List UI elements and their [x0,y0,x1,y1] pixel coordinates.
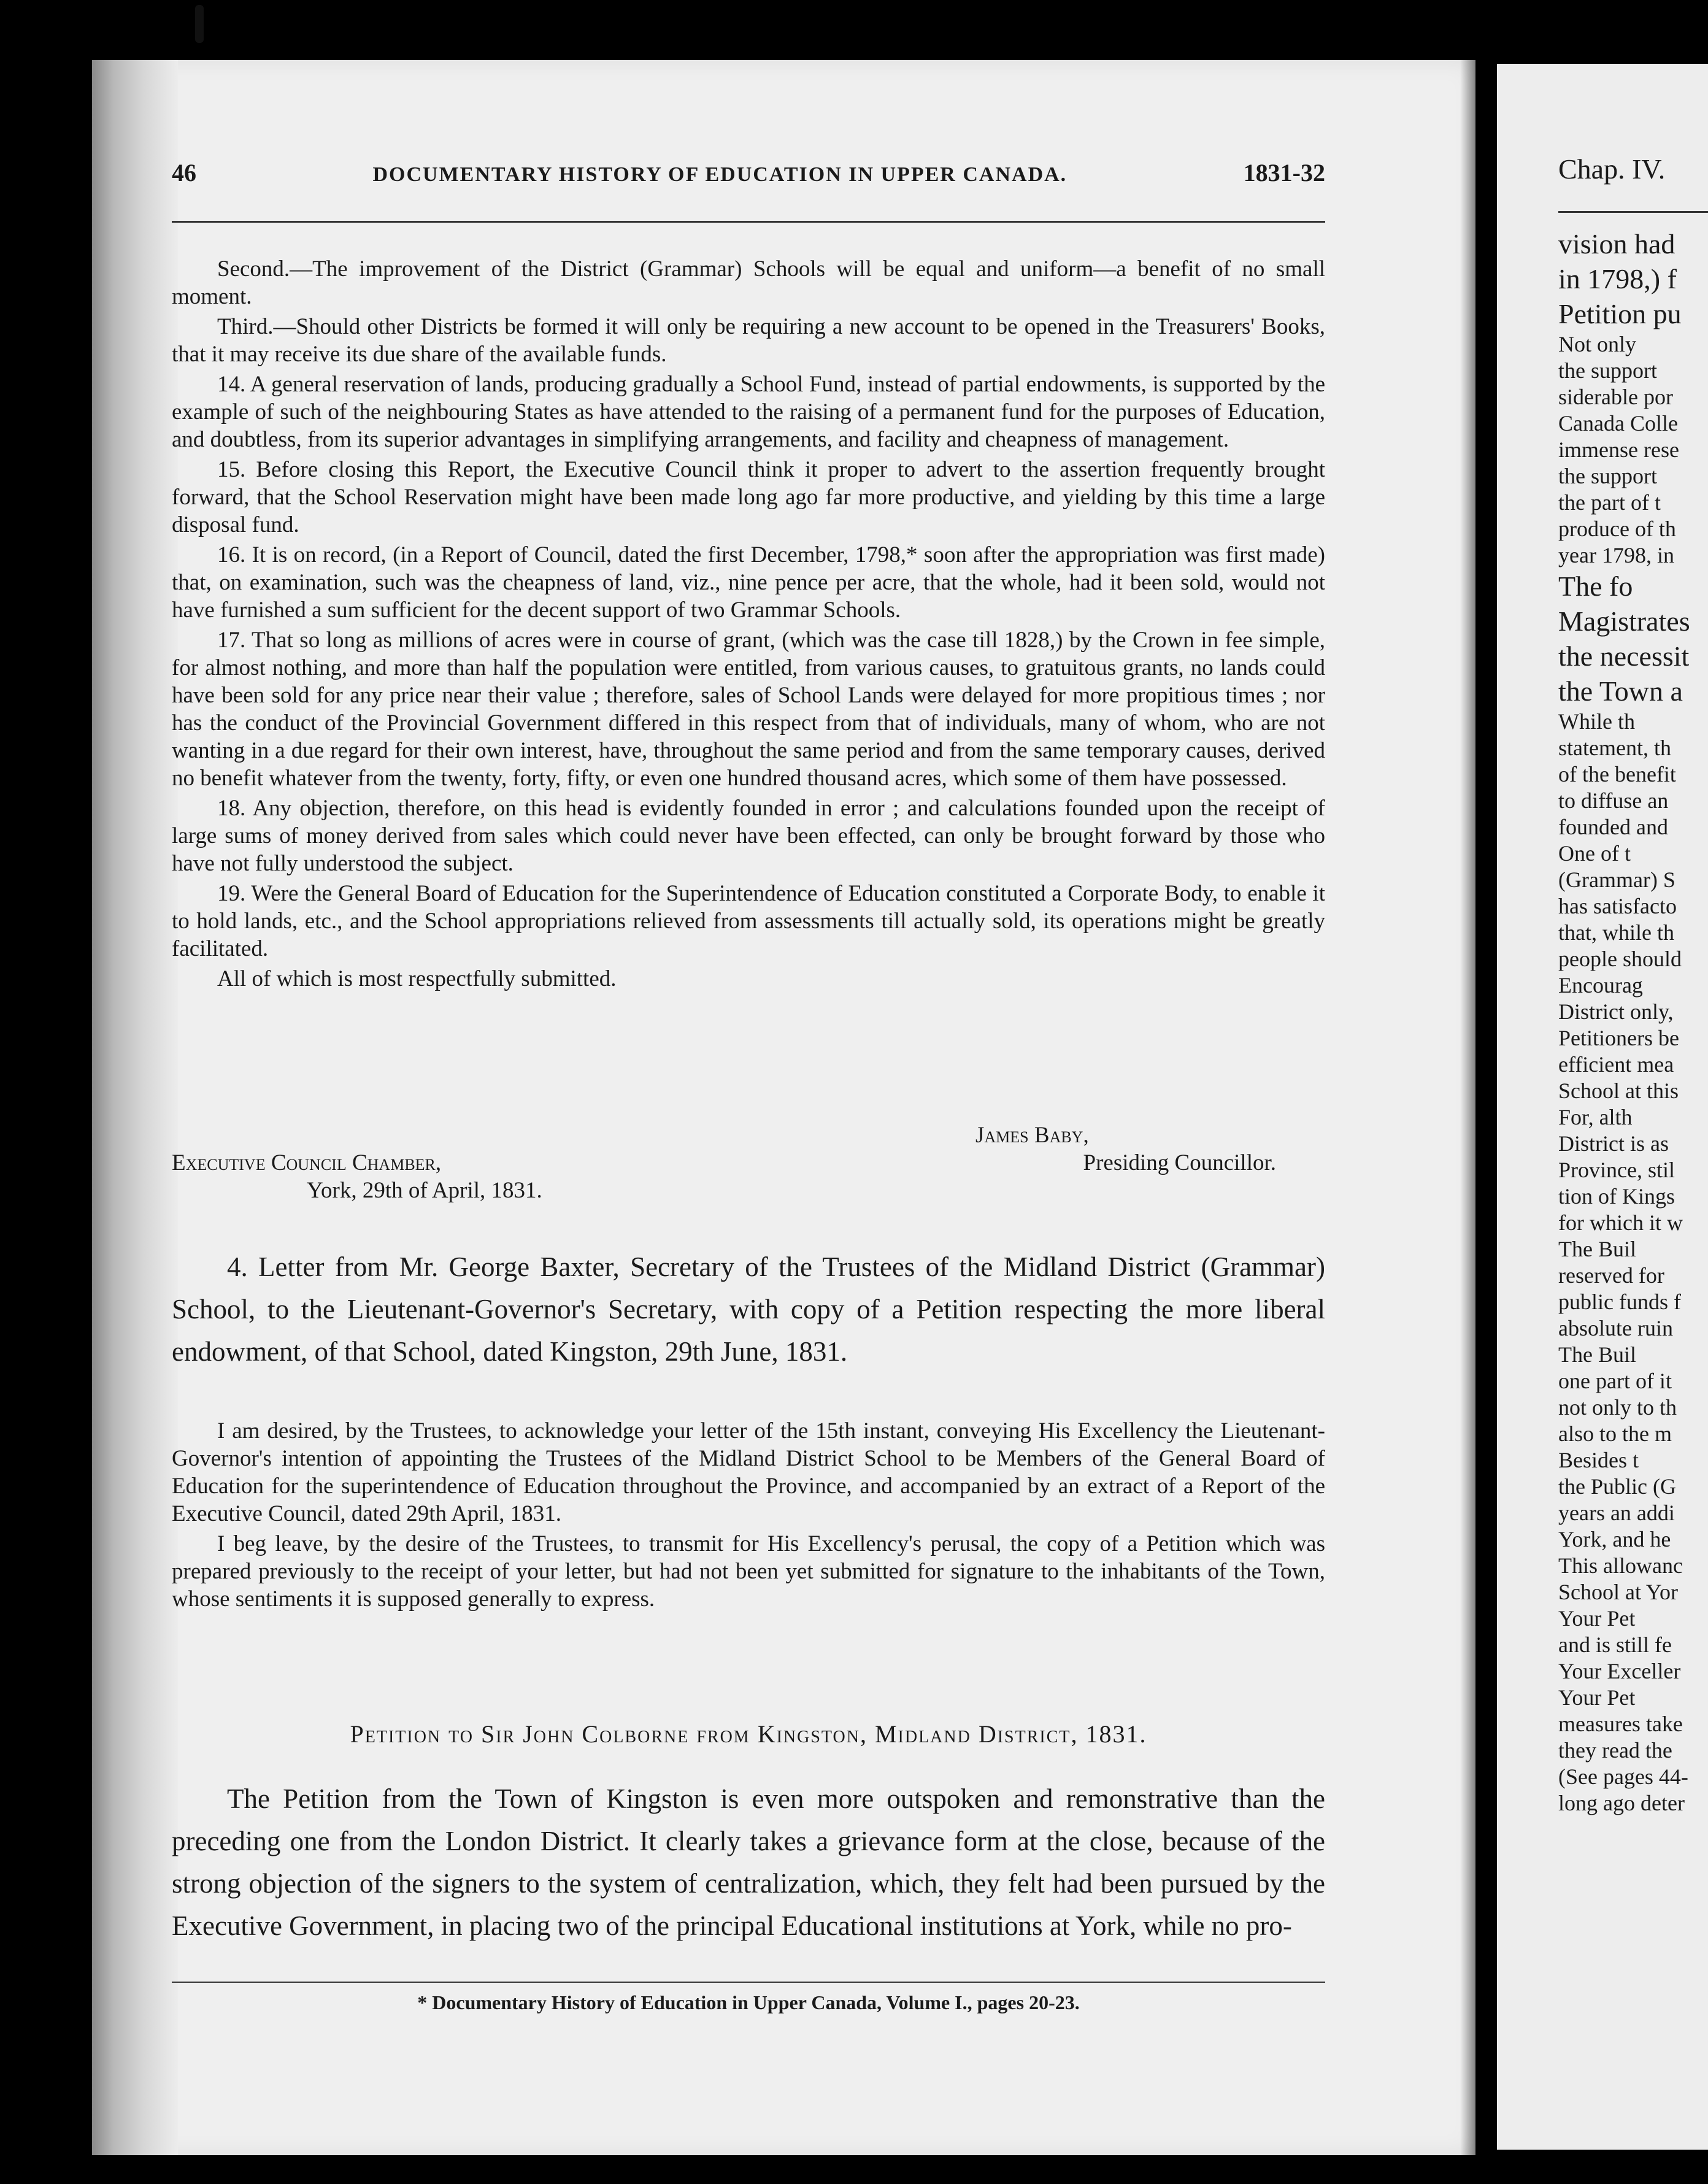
right-page-line: for which it w [1558,1210,1683,1235]
footnote-rule [172,1982,1325,1983]
right-page-line: York, and he [1558,1527,1671,1551]
letter-paragraph: I beg leave, by the desire of the Trustees, to transmit for His Excellency's perusal, the copy of a Petition which was prepared previously to the receipt of your letter, but had not been yet submitted for signature to the inhabitants of the Town, whose sentiments it is supposed generally to express. [172,1531,1325,1612]
right-page [1497,64,1708,2150]
running-title: DOCUMENTARY HISTORY OF EDUCATION IN UPPER CANADA. [372,163,1068,186]
right-page-line: Your Pet [1558,1606,1636,1631]
right-page-line: tion of Kings [1558,1184,1675,1209]
report-closing: All of which is most respectfully submitted. [217,966,617,991]
petition-intro-text: The Petition from the Town of Kingston is even more outspoken and remonstrative than the preceding one from the London District. It clearly takes a grievance form at the close, because of the strong objection of the signers to the system of centralization, which, they felt had been pursued by the Executive Government, in placing two of the principal Educational institutions at York, while no pro- [172,1783,1325,1941]
right-page-line: Your Exceller [1558,1659,1681,1683]
scan-artifact [195,5,204,43]
right-page-line: produce of th [1558,517,1676,541]
right-page-line: One of t [1558,841,1631,866]
header-year: 1831-32 [1243,159,1325,186]
right-page-line: Besides t [1558,1448,1639,1472]
left-page-content [92,60,1325,2155]
right-page-line: to diffuse an [1558,788,1669,813]
signer-name: James Baby, [975,1123,1089,1148]
right-page-content [1497,64,1708,2150]
right-page-line: Encourag [1558,973,1643,998]
right-page-line: District is as [1558,1131,1669,1156]
right-page-line: immense rese [1558,437,1679,462]
right-page-line: people should [1558,947,1682,971]
right-page-line: the support [1558,358,1657,383]
report-paragraph: 14. A general reservation of lands, producing gradually a School Fund, instead of partial endowments, is supported by the example of such of the neighbouring States as have attended to the raising of a permanent fund for the purposes of Education, and doubtless, from its superior advantages in simplifying arrangements, and facility and cheapness of management. [172,372,1325,452]
right-page-line: District only, [1558,999,1674,1024]
report-paragraph: Second.—The improvement of the District (Grammar) Schools will be equal and uniform—a benefit of no small moment. [172,256,1325,309]
right-page-line: public funds f [1558,1290,1681,1314]
report-paragraph: 17. That so long as millions of acres were in course of grant, (which was the case till 1828,) by the Crown in fee simple, for almost nothing, and more than half the population were entitled, from various causes, to gratuitous grants, no lands could have been sold for any price near their value ; therefore, sales of School Lands were delayed for more propitious times ; nor has the conduct of the Provincial Government differed in this respect from that of individuals, many of whom, who are not wanting in a due regard for their own interest, have, throughout the same period and from the same temporary causes, derived no benefit whatever from the twenty, forty, fifty, or even one hundred thousand acres, which some of them have possessed. [172,628,1325,791]
right-page-line: (Grammar) S [1558,867,1675,892]
report-paragraph: 15. Before closing this Report, the Executive Council think it proper to advert to the assertion frequently brought forward, that the School Reservation might have been made long ago far more productive, and yielding by this time a large disposal fund. [172,457,1325,537]
right-page-line: founded and [1558,815,1668,839]
signoff-date: York, 29th of April, 1831. [307,1178,542,1203]
right-page-line: This allowanc [1558,1553,1683,1578]
petition-title: Petition to Sir John Colborne from Kingston, Midland District, 1831. [350,1720,1147,1748]
right-page-line: For, alth [1558,1105,1633,1129]
right-page-line: one part of it [1558,1369,1672,1393]
right-page-line: School at this [1558,1079,1679,1103]
right-page-line: also to the m [1558,1421,1672,1446]
right-page-line: Your Pet [1558,1685,1636,1710]
petition-intro [172,1778,1325,1947]
right-page-line: Canada Colle [1558,411,1678,436]
report-paragraph: 19. Were the General Board of Education for the Superintendence of Education constituted a Corporate Body, to enable it to hold lands, etc., and the School appropriations relieved from assessments till actually sold, its operations might be greatly facilitated. [172,881,1325,961]
right-page-line: the Town a [1558,675,1683,707]
right-page-line: years an addi [1558,1501,1675,1525]
right-page-line: long ago deter [1558,1791,1685,1815]
right-header-rule [1558,211,1708,213]
right-page-line: Not only [1558,332,1637,356]
signoff-place: Executive Council Chamber, [172,1150,442,1175]
report-paragraph: 18. Any objection, therefore, on this head is evidently founded in error ; and calculations founded upon the receipt of large sums of money derived from sales which could never have been effected, can only be brought forward by those who have not fully understood the subject. [172,796,1325,876]
running-header [172,158,1325,187]
right-page-line: measures take [1558,1712,1683,1736]
right-page-line: the part of t [1558,490,1661,515]
page-number: 46 [172,159,196,186]
right-page-lines [1558,226,1690,1817]
right-page-line: siderable por [1558,385,1673,409]
right-page-header: Chap. IV. [1558,153,1666,185]
right-page-line: efficient mea [1558,1052,1674,1077]
letter-heading-text: 4. Letter from Mr. George Baxter, Secretary of the Trustees of the Midland District (Grammar) School, to the Lieutenant-Governor's Secretary, with copy of a Petition respecting the more liberal endowment, of that School, dated Kingston, 29th June, 1831. [172,1252,1325,1367]
right-page-line: the Public (G [1558,1474,1676,1499]
right-page-line: they read the [1558,1738,1672,1763]
letter-paragraph: I am desired, by the Trustees, to acknowledge your letter of the 15th instant, conveying His Excellency the Lieutenant-Governor's intention of appointing the Trustees of the Midland District School to be Members of the General Board of Education for the superintendence of Education throughout the Province, and accompanied by an extract of a Report of the Executive Council, dated 29th April, 1831. [172,1418,1325,1526]
right-page-line: not only to th [1558,1395,1677,1420]
right-page-line: absolute ruin [1558,1316,1673,1340]
right-page-line: year 1798, in [1558,543,1674,567]
right-page-line: and is still fe [1558,1632,1672,1657]
signer-title: Presiding Councillor. [1083,1150,1276,1175]
right-page-line: School at Yor [1558,1580,1679,1604]
report-paragraph: Third.—Should other Districts be formed it will only be requiring a new account to be opened in the Treasurers' Books, that it may receive its due share of the available funds. [172,314,1325,367]
right-page-line: Petitioners be [1558,1026,1679,1050]
right-page-line: vision had [1558,228,1675,260]
right-page-line: of the benefit [1558,762,1676,786]
right-page-line: the necessit [1558,640,1690,672]
report-paragraph: 16. It is on record, (in a Report of Council, dated the first December, 1798,* soon after the appropriation was first made) that, on examination, such was the cheapness of land, viz., nine pence per acre, that the whole, had it been sold, would not have furnished a sum sufficient for the decent support of two Grammar Schools. [172,542,1325,623]
right-page-line: The Buil [1558,1342,1636,1367]
right-page-line: Petition pu [1558,298,1682,329]
right-page-line: (See pages 44- [1558,1764,1688,1789]
right-page-line: reserved for [1558,1263,1664,1288]
right-page-line: in 1798,) f [1558,263,1677,294]
right-page-line: statement, th [1558,736,1671,760]
right-page-line: The fo [1558,571,1633,602]
signoff-row [172,1149,1325,1177]
report-signoff [172,1121,1325,1204]
right-page-line: While th [1558,709,1635,734]
right-page-line: Magistrates [1558,606,1690,637]
letter-text [172,1417,1325,1615]
footnote: * Documentary History of Education in Upper Canada, Volume I., pages 20-23. [417,1991,1080,2013]
letter-heading [172,1246,1325,1373]
header-rule [172,221,1325,223]
right-page-line: the support [1558,464,1657,488]
right-page-line: has satisfacto [1558,894,1677,918]
right-page-line: The Buil [1558,1237,1636,1261]
right-page-line: Province, stil [1558,1158,1675,1182]
report-text [172,255,1325,995]
right-page-line: that, while th [1558,920,1674,945]
